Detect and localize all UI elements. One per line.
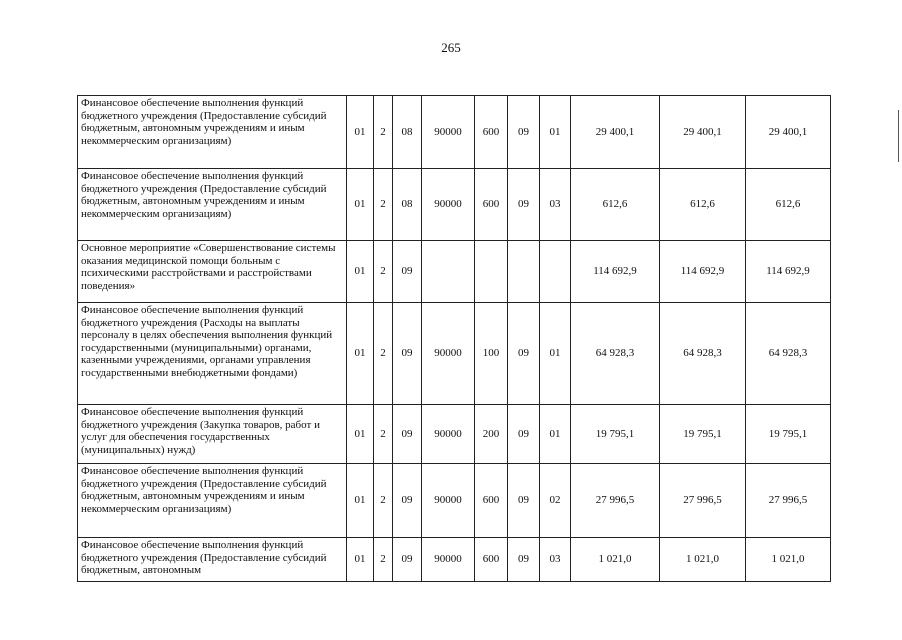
code-cell: 600 <box>475 169 508 241</box>
amount-cell: 27 996,5 <box>571 464 660 538</box>
budget-table <box>77 95 831 582</box>
row-description: Финансовое обеспечение выполнения функций бюджетного учреждения (Предоставление субсидий бюджетным, автономным учреждениям и иным некоммерческим организациям) <box>78 169 347 241</box>
code-cell: 09 <box>508 405 540 464</box>
amount-cell: 19 795,1 <box>746 405 831 464</box>
amount-cell: 1 021,0 <box>746 538 831 582</box>
code-cell: 08 <box>393 96 422 169</box>
code-cell <box>508 241 540 303</box>
amount-cell: 114 692,9 <box>746 241 831 303</box>
code-cell: 01 <box>347 169 374 241</box>
amount-cell: 64 928,3 <box>746 303 831 405</box>
table-row <box>78 464 831 538</box>
code-cell: 03 <box>540 169 571 241</box>
code-cell: 600 <box>475 538 508 582</box>
code-cell: 90000 <box>422 96 475 169</box>
amount-cell: 29 400,1 <box>660 96 746 169</box>
code-cell: 09 <box>393 303 422 405</box>
amount-cell: 64 928,3 <box>660 303 746 405</box>
amount-cell: 612,6 <box>746 169 831 241</box>
row-description: Финансовое обеспечение выполнения функций бюджетного учреждения (Закупка товаров, работ и услуг для обеспечения государственных (муниципальных) нужд) <box>78 405 347 464</box>
code-cell: 09 <box>393 464 422 538</box>
code-cell: 09 <box>508 464 540 538</box>
code-cell: 2 <box>374 96 393 169</box>
code-cell: 09 <box>393 405 422 464</box>
code-cell: 09 <box>393 538 422 582</box>
code-cell: 2 <box>374 405 393 464</box>
amount-cell: 1 021,0 <box>571 538 660 582</box>
code-cell: 03 <box>540 538 571 582</box>
row-description: Основное мероприятие «Совершенствование системы оказания медицинской помощи больным с психическими расстройствами и расстройствами поведения» <box>78 241 347 303</box>
code-cell: 90000 <box>422 538 475 582</box>
amount-cell: 27 996,5 <box>746 464 831 538</box>
amount-cell: 19 795,1 <box>571 405 660 464</box>
scan-edge-mark <box>898 110 899 162</box>
amount-cell: 27 996,5 <box>660 464 746 538</box>
code-cell: 01 <box>347 464 374 538</box>
row-description: Финансовое обеспечение выполнения функций бюджетного учреждения (Предоставление субсидий бюджетным, автономным <box>78 538 347 582</box>
code-cell: 2 <box>374 241 393 303</box>
code-cell: 100 <box>475 303 508 405</box>
amount-cell: 1 021,0 <box>660 538 746 582</box>
amount-cell: 29 400,1 <box>571 96 660 169</box>
table-row <box>78 169 831 241</box>
code-cell: 2 <box>374 538 393 582</box>
code-cell: 90000 <box>422 405 475 464</box>
amount-cell: 114 692,9 <box>571 241 660 303</box>
row-description: Финансовое обеспечение выполнения функций бюджетного учреждения (Расходы на выплаты персоналу в целях обеспечения выполнения функций государственными (муниципальными) органами, казенными учреждениями, органами управления государственными внебюджетными фондами) <box>78 303 347 405</box>
table-row <box>78 96 831 169</box>
amount-cell: 64 928,3 <box>571 303 660 405</box>
amount-cell: 612,6 <box>571 169 660 241</box>
row-description: Финансовое обеспечение выполнения функций бюджетного учреждения (Предоставление субсидий бюджетным, автономным учреждениям и иным некоммерческим организациям) <box>78 464 347 538</box>
code-cell: 90000 <box>422 464 475 538</box>
code-cell: 09 <box>508 303 540 405</box>
code-cell: 01 <box>540 96 571 169</box>
table-row <box>78 538 831 582</box>
table-row <box>78 303 831 405</box>
amount-cell: 612,6 <box>660 169 746 241</box>
code-cell: 01 <box>347 538 374 582</box>
code-cell <box>540 241 571 303</box>
code-cell: 600 <box>475 96 508 169</box>
code-cell: 01 <box>347 405 374 464</box>
code-cell: 01 <box>347 96 374 169</box>
code-cell: 90000 <box>422 303 475 405</box>
table-row <box>78 405 831 464</box>
code-cell <box>475 241 508 303</box>
code-cell: 200 <box>475 405 508 464</box>
code-cell: 09 <box>508 169 540 241</box>
code-cell: 08 <box>393 169 422 241</box>
code-cell: 02 <box>540 464 571 538</box>
amount-cell: 19 795,1 <box>660 405 746 464</box>
code-cell: 09 <box>508 96 540 169</box>
code-cell: 09 <box>508 538 540 582</box>
code-cell: 01 <box>540 405 571 464</box>
code-cell: 2 <box>374 169 393 241</box>
code-cell: 09 <box>393 241 422 303</box>
code-cell: 01 <box>347 303 374 405</box>
code-cell: 01 <box>347 241 374 303</box>
amount-cell: 114 692,9 <box>660 241 746 303</box>
code-cell: 2 <box>374 303 393 405</box>
code-cell: 600 <box>475 464 508 538</box>
code-cell: 90000 <box>422 169 475 241</box>
code-cell: 01 <box>540 303 571 405</box>
amount-cell: 29 400,1 <box>746 96 831 169</box>
row-description: Финансовое обеспечение выполнения функций бюджетного учреждения (Предоставление субсидий бюджетным, автономным учреждениям и иным некоммерческим организациям) <box>78 96 347 169</box>
table-row <box>78 241 831 303</box>
code-cell <box>422 241 475 303</box>
page-number: 265 <box>441 40 461 55</box>
code-cell: 2 <box>374 464 393 538</box>
